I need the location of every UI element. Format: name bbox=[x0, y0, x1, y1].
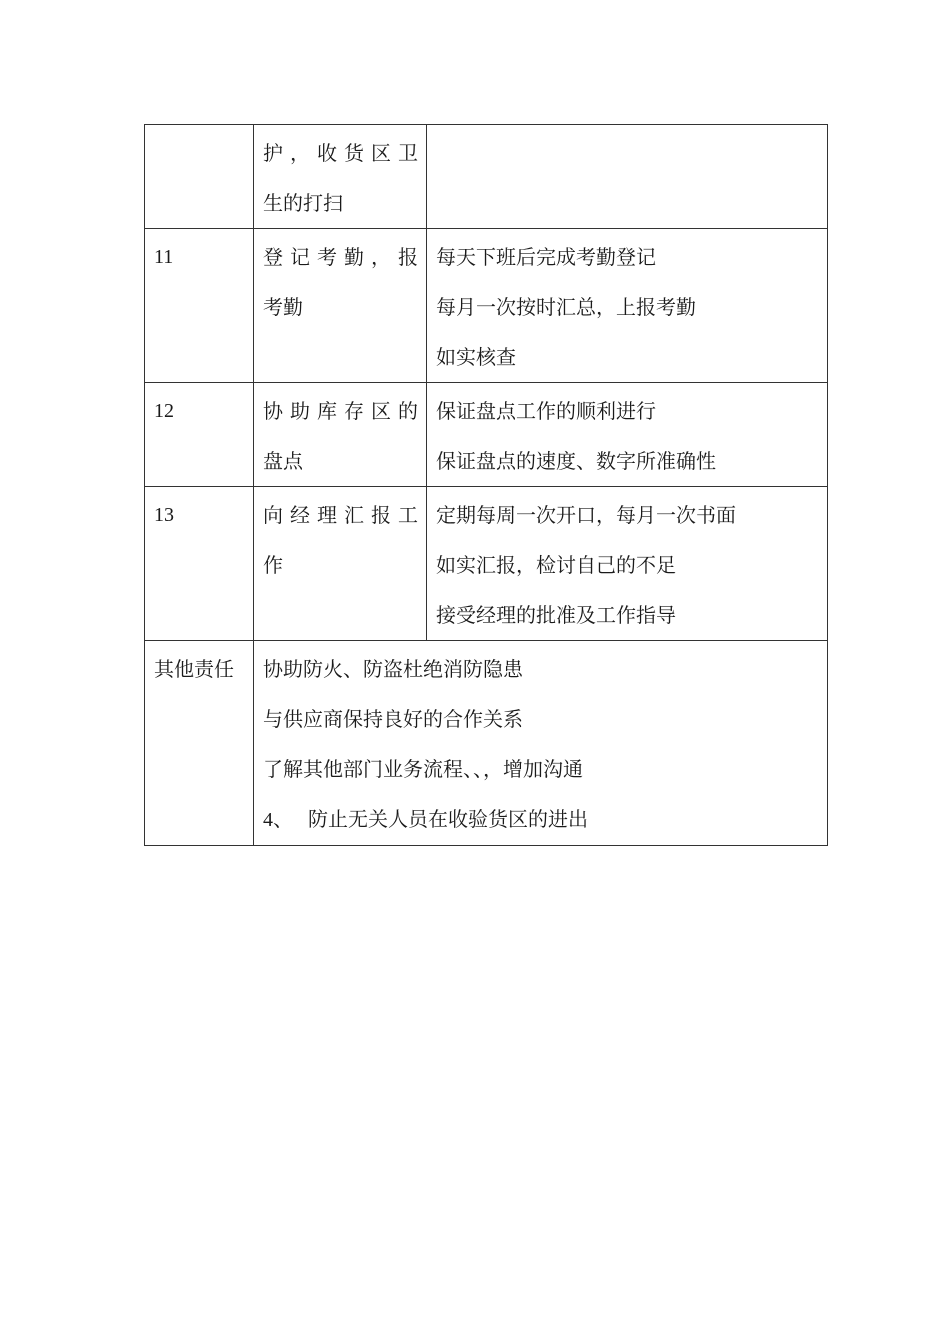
other-label-cell bbox=[145, 641, 254, 846]
table-row bbox=[145, 383, 828, 487]
standard-cell bbox=[427, 125, 828, 229]
standard-cell bbox=[427, 487, 828, 641]
other-item: 协助防火、防盗杜绝消防隐患 bbox=[263, 657, 523, 681]
standard-line: 如实汇报，检讨自己的不足 bbox=[436, 553, 676, 577]
task-line: 向经理汇报工 bbox=[263, 503, 418, 527]
task-line: 协助库存区的 bbox=[263, 399, 418, 423]
task-cell bbox=[254, 487, 427, 641]
table-row bbox=[145, 125, 828, 229]
task-cell bbox=[254, 383, 427, 487]
task-line: 生的打扫 bbox=[263, 191, 343, 215]
task-line: 护，收货区卫 bbox=[263, 141, 418, 165]
task-line: 作 bbox=[263, 553, 283, 577]
row-number-cell bbox=[145, 229, 254, 383]
other-item: 了解其他部门业务流程、、，增加沟通 bbox=[263, 757, 583, 781]
other-item: 与供应商保持良好的合作关系 bbox=[263, 707, 523, 731]
other-items-cell bbox=[254, 641, 828, 846]
standard-line: 保证盘点的速度、数字所准确性 bbox=[436, 449, 716, 473]
row-number: 11 bbox=[154, 246, 174, 268]
row-number: 13 bbox=[154, 504, 174, 526]
other-item-number: 4、 bbox=[263, 809, 293, 831]
standard-line: 定期每周一次开口，每月一次书面 bbox=[436, 503, 736, 527]
task-line: 盘点 bbox=[263, 449, 303, 473]
row-number-cell bbox=[145, 383, 254, 487]
standard-line: 每天下班后完成考勤登记 bbox=[436, 245, 656, 269]
row-number: 12 bbox=[154, 400, 174, 422]
duty-table bbox=[144, 124, 828, 846]
standard-cell bbox=[427, 229, 828, 383]
task-cell bbox=[254, 125, 427, 229]
standard-line: 如实核查 bbox=[436, 345, 516, 369]
other-item-text: 防止无关人员在收验货区的进出 bbox=[308, 807, 588, 831]
table-row bbox=[145, 229, 828, 383]
other-label: 其他责任 bbox=[154, 657, 234, 681]
task-cell bbox=[254, 229, 427, 383]
row-number-cell bbox=[145, 487, 254, 641]
table-row-other bbox=[145, 641, 828, 846]
table-row bbox=[145, 487, 828, 641]
other-item bbox=[263, 794, 819, 845]
standard-line: 接受经理的批准及工作指导 bbox=[436, 603, 676, 627]
task-line: 考勤 bbox=[263, 295, 303, 319]
standard-cell bbox=[427, 383, 828, 487]
task-line: 登记考勤，报 bbox=[263, 245, 418, 269]
standard-line: 保证盘点工作的顺利进行 bbox=[436, 399, 656, 423]
standard-line: 每月一次按时汇总，上报考勤 bbox=[436, 295, 696, 319]
row-number-cell bbox=[145, 125, 254, 229]
